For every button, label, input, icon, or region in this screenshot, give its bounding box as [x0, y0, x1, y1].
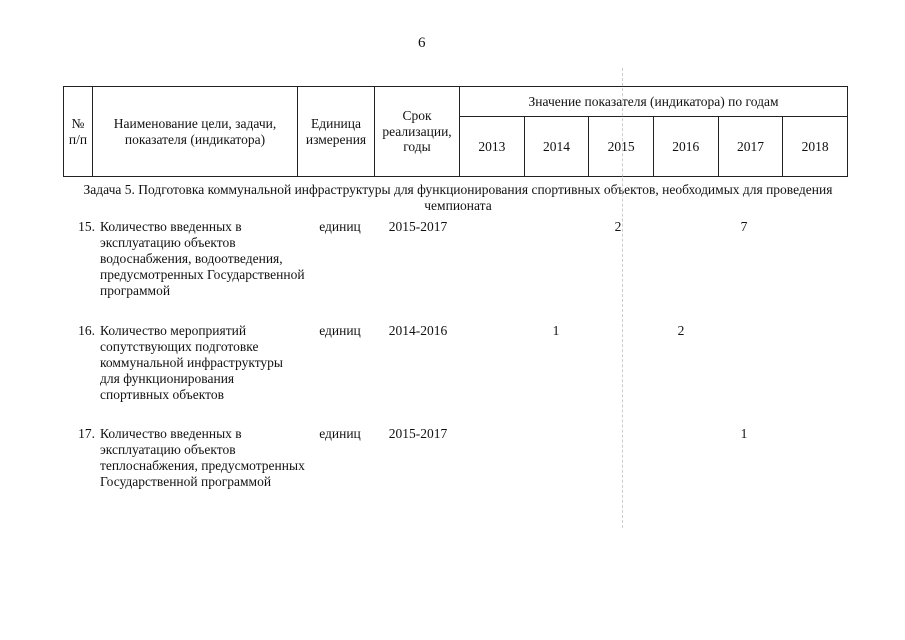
row-name: Количество введенных в эксплуатацию объектов теплоснабжения, предусмотренных Государственной программой — [100, 426, 305, 489]
header-col-unit: Единица измерения — [298, 87, 375, 177]
row-value-2014: 1 — [552, 323, 560, 338]
row-term: 2014-2016 — [388, 323, 448, 338]
row-term: 2015-2017 — [388, 426, 448, 441]
row-value-2017: 7 — [740, 219, 748, 234]
header-year: 2017 — [718, 117, 783, 177]
header-col-values: Значение показателя (индикатора) по годам — [460, 87, 848, 117]
row-unit: единиц — [319, 219, 361, 234]
row-number: 17. — [78, 426, 95, 441]
header-col-name: Наименование цели, задачи, показателя (индикатора) — [93, 87, 298, 177]
indicator-table-header — [63, 86, 848, 177]
row-value-2016: 2 — [677, 323, 685, 338]
header-year: 2016 — [653, 117, 718, 177]
header-year: 2014 — [524, 117, 589, 177]
row-name: Количество введенных в эксплуатацию объектов водоснабжения, водоотведения, предусмотренных Государственной программой — [100, 219, 305, 298]
row-number: 16. — [78, 323, 95, 338]
header-col-num: № п/п — [64, 87, 93, 177]
task-title: Задача 5. Подготовка коммунальной инфраструктуры для функционирования спортивных объектов, необходимых для проведения чемпионата — [83, 182, 833, 213]
scan-artifact-line — [622, 68, 623, 528]
row-unit: единиц — [319, 323, 361, 338]
page-number: 6 — [418, 35, 426, 51]
row-unit: единиц — [319, 426, 361, 441]
row-value-2017: 1 — [740, 426, 748, 441]
row-value-2015: 2 — [614, 219, 622, 234]
header-col-term: Срок реализации, годы — [375, 87, 460, 177]
header-year: 2015 — [589, 117, 654, 177]
row-name: Количество мероприятий сопутствующих подготовке коммунальной инфраструктуры для функционирования спортивных объектов — [100, 323, 283, 402]
row-number: 15. — [78, 219, 95, 234]
header-year: 2018 — [783, 117, 848, 177]
row-term: 2015-2017 — [388, 219, 448, 234]
header-year: 2013 — [460, 117, 525, 177]
